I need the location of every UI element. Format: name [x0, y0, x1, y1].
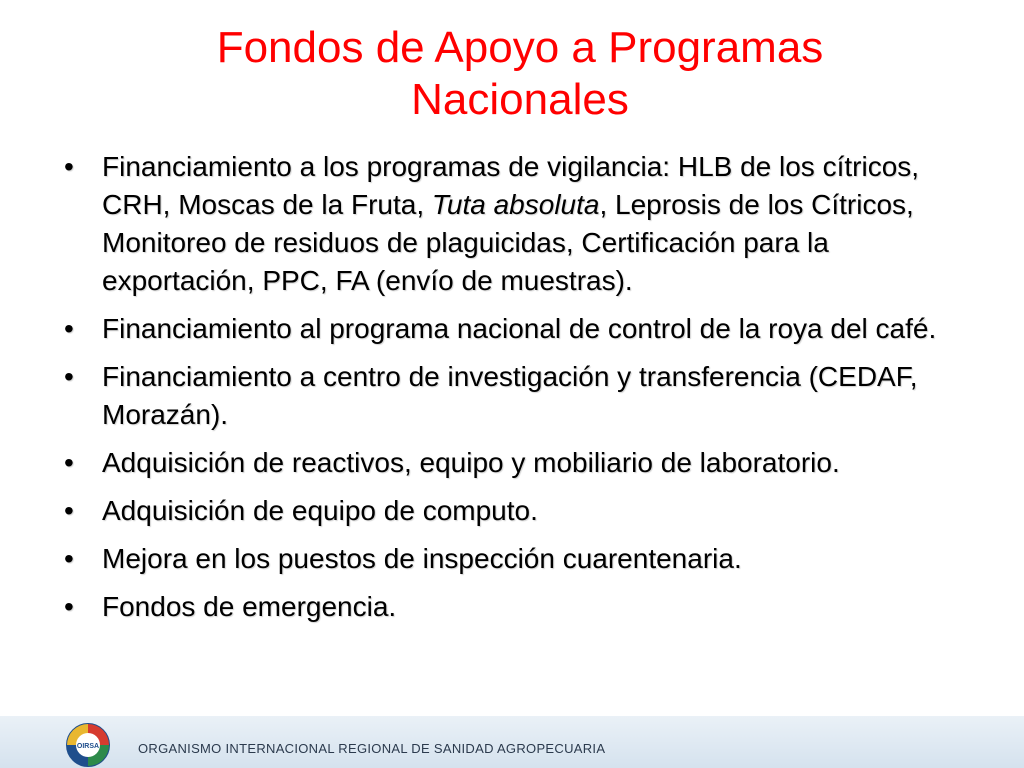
bullet-text: Mejora en los puestos de inspección cuarentenaria.: [102, 543, 742, 574]
bullet-item: [60, 444, 960, 482]
bullet-item: [60, 358, 960, 434]
bullet-text: Financiamiento al programa nacional de control de la roya del café.: [102, 313, 937, 344]
slide-title: [60, 22, 980, 126]
bullet-text: Adquisición de reactivos, equipo y mobiliario de laboratorio.: [102, 447, 840, 478]
bullet-text-italic: Tuta absoluta: [431, 189, 600, 220]
bullet-item: [60, 310, 960, 348]
title-line-1: Fondos de Apoyo a Programas: [216, 23, 824, 72]
bullet-text: Financiamiento a centro de investigación y transferencia (CEDAF, Morazán).: [102, 361, 918, 430]
bullet-item: [60, 540, 960, 578]
bullet-list: [60, 148, 960, 636]
oirsa-seal-icon: [66, 723, 110, 767]
bullet-item: [60, 148, 960, 300]
bullet-text: Adquisición de equipo de computo.: [102, 495, 538, 526]
footer-bar: [0, 716, 1024, 768]
bullet-text-part: , Leprosis de los Cítricos, Monitoreo de residuos de plaguicidas, Certificación para la exportación, PPC, FA (envío de muestras).: [102, 189, 914, 296]
bullet-dot: •: [64, 447, 74, 478]
bullet-dot: •: [64, 313, 74, 344]
bullet-text: Fondos de emergencia.: [102, 591, 397, 622]
bullet-text-part: Financiamiento a los programas de vigilancia: HLB de los cítricos, CRH, Moscas de la Fruta,: [102, 151, 920, 220]
bullet-dot: •: [64, 591, 74, 622]
bullet-dot: •: [64, 495, 74, 526]
bullet-dot: •: [64, 361, 74, 392]
logo-text: OIRSA: [76, 743, 100, 750]
bullet-dot: •: [64, 543, 74, 574]
bullet-dot: •: [64, 151, 74, 182]
organization-name: ORGANISMO INTERNACIONAL REGIONAL DE SANIDAD AGROPECUARIA: [138, 741, 606, 756]
title-line-2: Nacionales: [411, 75, 629, 124]
bullet-item: [60, 492, 960, 530]
bullet-item: [60, 588, 960, 626]
